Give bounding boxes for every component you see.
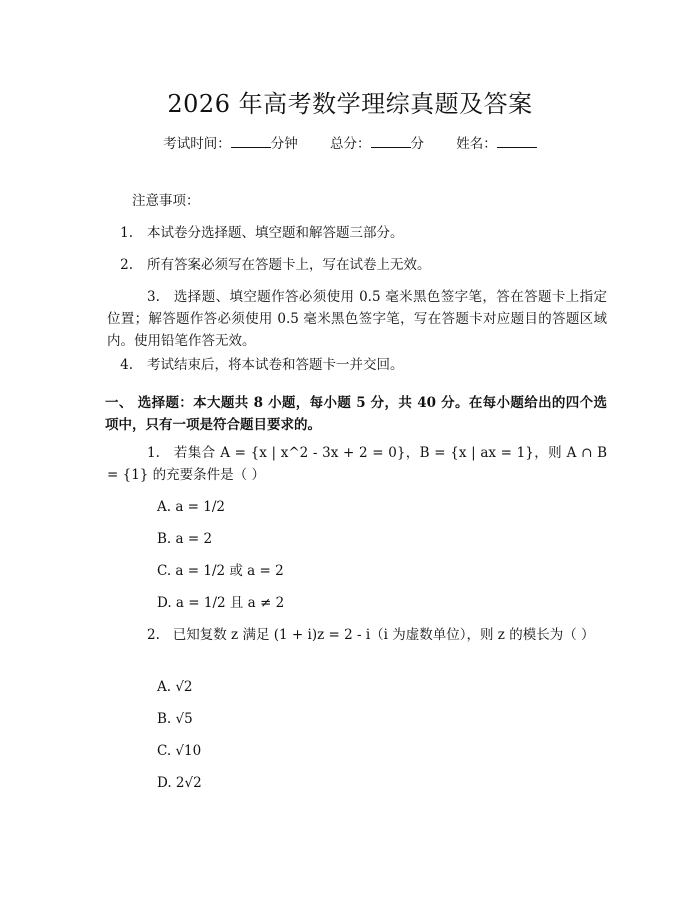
question-stem <box>107 624 607 646</box>
notice-title: 注意事项： <box>132 193 200 209</box>
question-text: 已知复数 z 满足 (1 + i)z = 2 - i（i 为虚数单位），则 z 的模长为（ ） <box>172 627 595 643</box>
question-number: 2. <box>147 627 160 643</box>
total-score-label: 总分： <box>330 136 371 152</box>
notice-item-text: 考试结束后，将本试卷和答题卡一并交回。 <box>147 357 404 373</box>
exam-info-line <box>0 132 700 152</box>
question-text: 若集合 A = {x | x^2 - 3x + 2 = 0}，B = {x | ax = 1}，则 A ∩ B = {1} 的充要条件是（ ） <box>107 445 607 483</box>
notice-item <box>107 354 607 376</box>
notice-item-text: 选择题、填空题作答必须使用 0.5 毫米黑色签字笔，答在答题卡上指定位置；解答题作答必须使用 0.5 毫米黑色签字笔，写在答题卡对应题目的答题区域内。使用铅笔作答无效。 <box>107 289 607 349</box>
question-option: C. √10 <box>157 743 202 759</box>
exam-time-unit: 分钟 <box>270 136 298 152</box>
question-option: B. √5 <box>157 711 193 727</box>
notice-item-number: 3. <box>147 289 160 305</box>
question-option: D. 2√2 <box>157 775 202 791</box>
exam-time-label: 考试时间： <box>163 136 231 152</box>
question-option: C. a = 1/2 或 a = 2 <box>157 563 284 579</box>
total-score-unit: 分 <box>410 136 424 152</box>
page-title: 2026 年高考数学理综真题及答案 <box>167 90 533 118</box>
notice-item-number: 1. <box>120 225 133 241</box>
total-score-blank <box>371 135 411 148</box>
section-heading: 一、 选择题：本大题共 8 小题，每小题 5 分，共 40 分。在每小题给出的四个选项中，只有一项是符合题目要求的。 <box>105 395 607 433</box>
question-number: 1. <box>147 445 160 461</box>
notice-item <box>107 286 607 352</box>
exam-time-blank <box>231 135 271 148</box>
question-option: A. √2 <box>157 679 193 695</box>
total-score-field <box>330 136 428 152</box>
notice-item <box>107 254 607 276</box>
question-option: A. a = 1/2 <box>157 499 226 515</box>
notice-item <box>107 222 607 244</box>
question-stem <box>107 442 607 486</box>
name-field <box>456 136 537 152</box>
notice-item-text: 本试卷分选择题、填空题和解答题三部分。 <box>147 225 404 241</box>
notice-item-text: 所有答案必须写在答题卡上，写在试卷上无效。 <box>147 257 431 273</box>
name-blank <box>497 135 537 148</box>
notice-item-number: 2. <box>120 257 133 273</box>
exam-time-field <box>163 136 302 152</box>
question-option: D. a = 1/2 且 a ≠ 2 <box>157 595 285 611</box>
question-option: B. a = 2 <box>157 531 213 547</box>
name-label: 姓名： <box>456 136 497 152</box>
notice-item-number: 4. <box>120 357 133 373</box>
